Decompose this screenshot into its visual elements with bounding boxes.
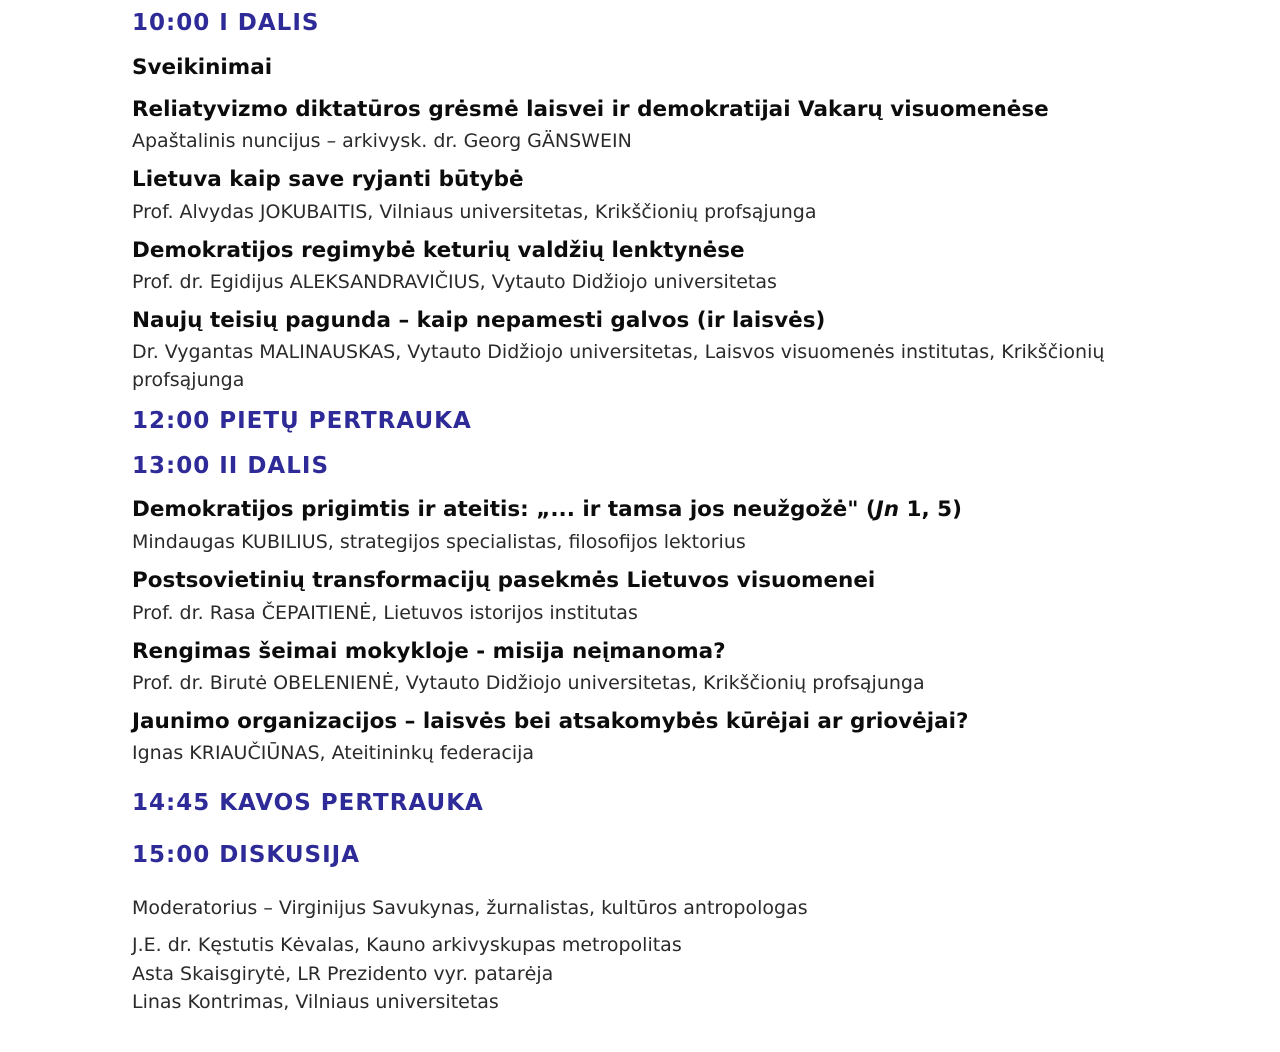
- talk8-speaker: Ignas KRIAUČIŪNAS, Ateitininkų federacija: [132, 742, 535, 764]
- talk6-title: Postsovietinių transformacijų pasekmės Lietuvos visuomenei: [132, 568, 876, 593]
- talk7-speaker: Prof. dr. Birutė OBELENIENĖ, Vytauto Didžiojo universitetas, Krikščionių profsąjunga: [132, 672, 925, 694]
- talk5-title-start: Demokratijos prigimtis ir ateitis: „... ir tamsa jos neužgožė" (: [132, 497, 876, 522]
- talk5-title-end: 1, 5): [899, 497, 962, 522]
- talk5-title-citation: Jn: [875, 497, 900, 522]
- talk1-title: Reliatyvizmo diktatūros grėsmė laisvei ir demokratijai Vakarų visuomenėse: [132, 97, 1049, 122]
- discussion-participant: Asta Skaisgirytė, LR Prezidento vyr. patarėja: [132, 963, 554, 985]
- discussion-heading: 15:00 DISKUSIJA: [132, 842, 361, 868]
- talk6-speaker: Prof. dr. Rasa ČEPAITIENĖ, Lietuvos istorijos institutas: [132, 602, 638, 624]
- talk5-speaker: Mindaugas KUBILIUS, strategijos specialistas, filosofijos lektorius: [132, 531, 746, 553]
- talk7-title: Rengimas šeimai mokykloje - misija neįmanoma?: [132, 639, 726, 664]
- discussion-participant: Linas Kontrimas, Vilniaus universitetas: [132, 991, 499, 1013]
- discussion-participant: J.E. dr. Kęstutis Kėvalas, Kauno arkivyskupas metropolitas: [132, 934, 682, 956]
- part1-heading: 10:00 I DALIS: [132, 10, 320, 36]
- talk4-title: Naujų teisių pagunda – kaip nepamesti galvos (ir laisvės): [132, 308, 826, 333]
- greeting-title: Sveikinimai: [132, 55, 273, 80]
- talk8-title: Jaunimo organizacijos – laisvės bei atsakomybės kūrėjai ar griovėjai?: [132, 709, 969, 734]
- talk4-speaker: Dr. Vygantas MALINAUSKAS, Vytauto Didžiojo universitetas, Laisvos visuomenės institutas, Krikščionių profsąjunga: [132, 341, 1105, 391]
- part2-heading: 13:00 II DALIS: [132, 453, 330, 479]
- talk5-title: [132, 497, 962, 522]
- coffee-break-heading: 14:45 KAVOS PERTRAUKA: [132, 790, 484, 816]
- talk2-speaker: Prof. Alvydas JOKUBAITIS, Vilniaus universitetas, Krikščionių profsąjunga: [132, 201, 817, 223]
- lunch-break-heading: 12:00 PIETŲ PERTRAUKA: [132, 408, 472, 434]
- discussion-moderator: Moderatorius – Virginijus Savukynas, žurnalistas, kultūros antropologas: [132, 897, 808, 919]
- talk3-title: Demokratijos regimybė keturių valdžių lenktynėse: [132, 238, 745, 263]
- talk3-speaker: Prof. dr. Egidijus ALEKSANDRAVIČIUS, Vytauto Didžiojo universitetas: [132, 271, 777, 293]
- talk2-title: Lietuva kaip save ryjanti būtybė: [132, 167, 524, 192]
- talk1-speaker: Apaštalinis nuncijus – arkivysk. dr. Georg GÄNSWEIN: [132, 130, 632, 152]
